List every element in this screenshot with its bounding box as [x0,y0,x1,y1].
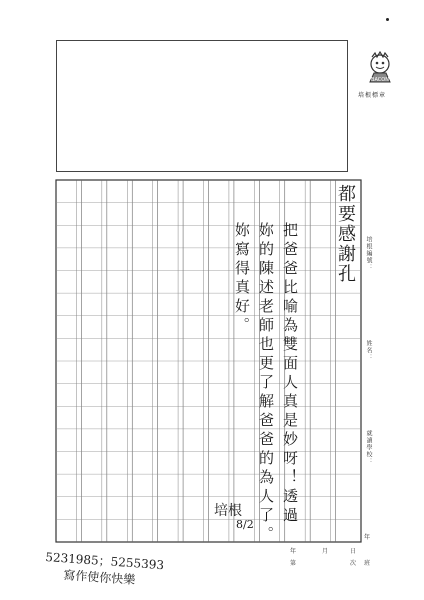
footer-phones: 5231985；5255393 [44,549,165,573]
date-year: 年 [290,548,297,555]
footer-slogan: 寫作使你快樂 [62,567,136,587]
label-name: 姓名： [365,340,372,361]
essay-line-2: 把爸爸比喻為雙面人真是妙呀！透過 [281,222,299,526]
logo-caption: 培根標章 [358,92,387,99]
signature-date: 8/2 [236,518,254,531]
svg-text:BACON: BACON [371,77,389,83]
teacher-signature: 培根 [214,503,242,519]
label-number: 培根編號： [365,236,372,271]
essay-line-4: 妳寫得真好。 [233,222,251,336]
date-month: 月 [322,548,329,555]
date-times: 次 [350,560,357,567]
corner-dot [386,18,389,21]
label-class: 班 [364,560,371,567]
label-grade: 年 [364,534,371,541]
date-seq: 第 [290,560,297,567]
essay-line-1: 都要感謝孔 [335,184,356,284]
label-school: 就讀學校： [365,430,372,465]
essay-line-3: 妳的陳述老師也更了解爸爸的為人了。 [257,222,275,545]
date-day: 日 [350,548,357,555]
